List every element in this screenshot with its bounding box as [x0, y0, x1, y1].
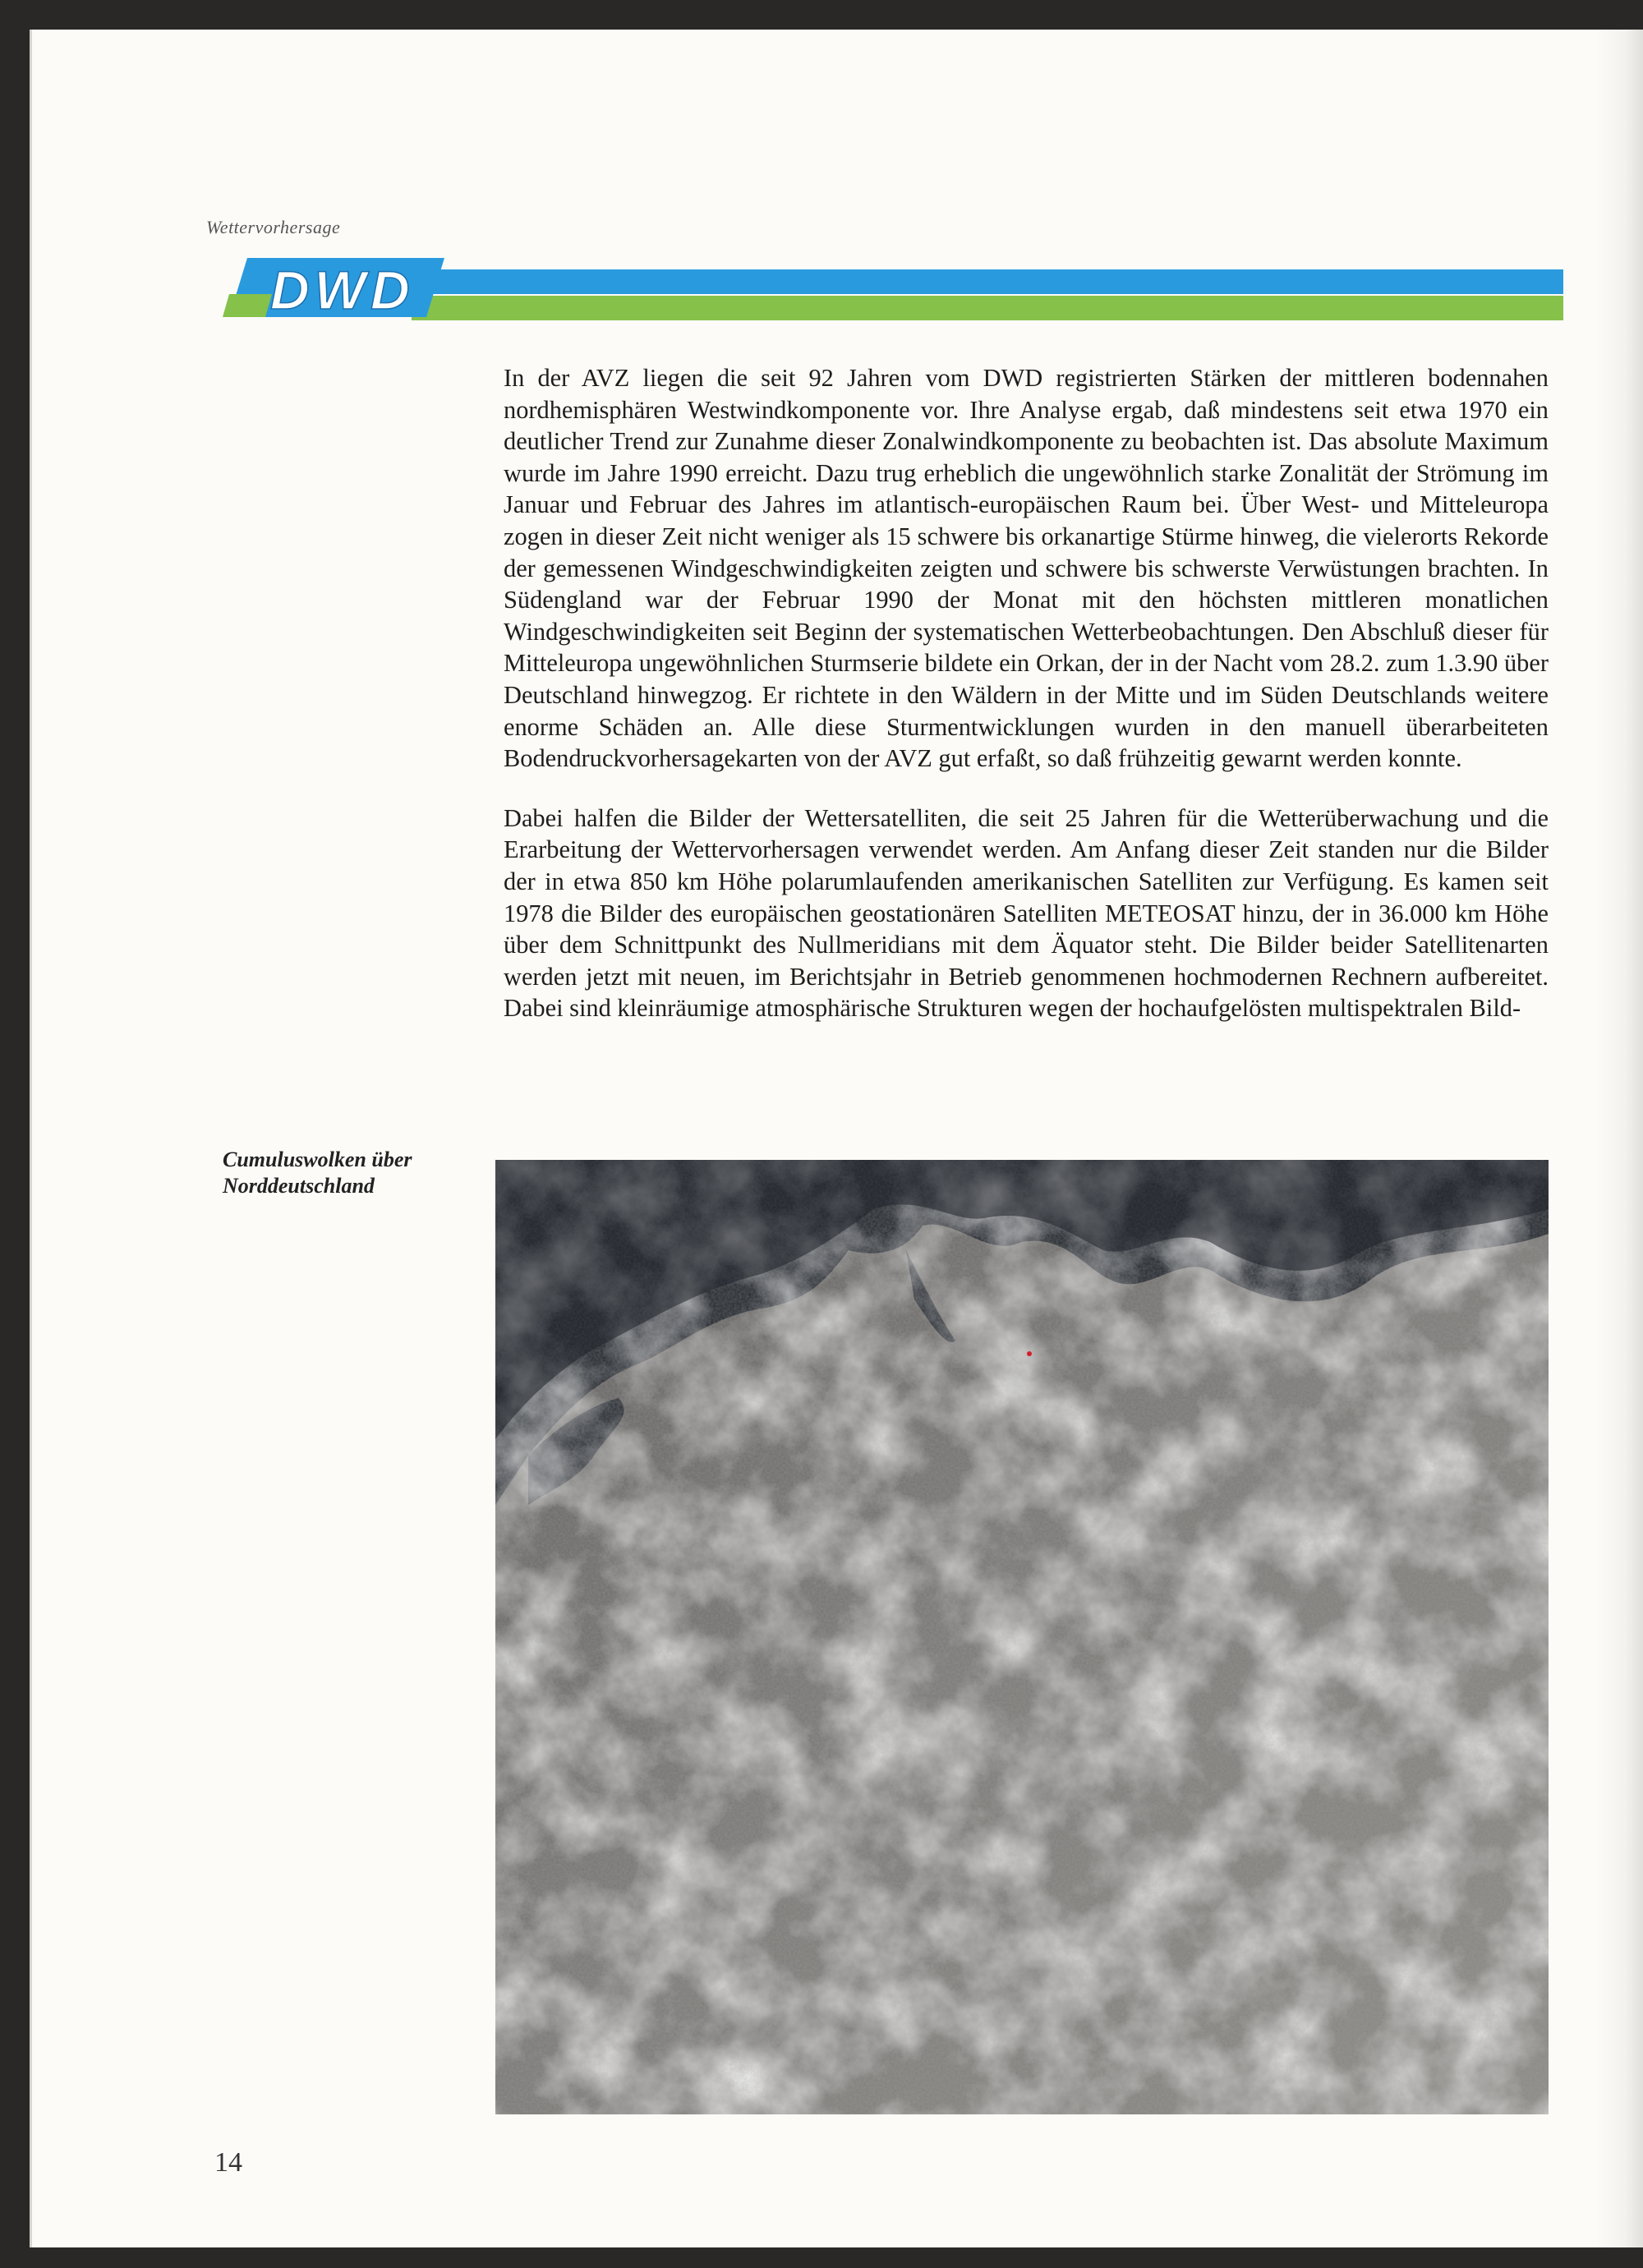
paragraph-1: In der AVZ liegen die seit 92 Jahren vom DWD registrierten Stärken der mittleren bodennahen nordhemisphären Westwindkomponente vor. Ihre Analyse ergab, daß mindestens seit etwa 1970 ein deutlicher Trend zur Zunahme dieser Zonalwindkomponente zu beobachten ist. Das absolute Maximum wurde im Jahre 1990 erreicht. Dazu trug erheblich die ungewöhnlich starke Zonalität der Strömung im Januar und Februar des Jahres im atlantisch-europäischen Raum bei. Über West- und Mitteleuropa zogen in dieser Zeit nicht weniger als 15 schwere bis orkanartige Stürme hinweg, die vielerorts Rekorde der gemessenen Windgeschwindigkeiten zeigten und schwere bis schwerste Verwüstungen brachten. In Südengland war der Februar 1990 der Monat mit den höchsten mittleren monatlichen Windgeschwindigkeiten seit Beginn der systematischen Wetterbeobachtungen. Den Abschluß dieser für Mitteleuropa ungewöhnlichen Sturmserie bildete ein Orkan, der in der Nacht vom 28.2. zum 1.3.90 über Deutschland hinwegzog. Er richtete in den Wäldern in der Mitte und im Süden Deutschlands weitere enorme Schäden an. Alle diese Sturmentwicklungen wurden in den manuell überarbeiteten Bodendruckvorhersagekarten von der AVZ gut erfaßt, so daß frühzeitig gewarnt werden konnte.	[504, 364, 1549, 773]
page-gutter-shadow	[1596, 30, 1643, 2247]
body-text	[504, 362, 1549, 1052]
dwd-logo	[223, 253, 444, 322]
paragraph-2: Dabei halfen die Bilder der Wettersatelliten, die seit 25 Jahren für die Wetterüberwachung und die Erarbeitung der Wettervorhersagen verwendet werden. Am Anfang dieser Zeit standen nur die Bilder der in etwa 850 km Höhe polarumlaufenden amerikanischen Satelliten zur Verfügung. Es kamen seit 1978 die Bilder des europäischen geostationären Satelliten METEOSAT hinzu, der in 36.000 km Höhe über dem Schnittpunkt des Nullmeridians mit dem Äquator steht. Die Bilder beider Satellitenarten werden jetzt mit neuen, im Berichtsjahr in Betrieb genommenen hochmodernen Rechnern aufbereitet. Dabei sind kleinräumige atmosphärische Strukturen wegen der hochaufgelösten multispektralen Bild-	[504, 803, 1549, 1023]
green-stripe	[412, 296, 1563, 320]
satellite-image	[495, 1160, 1549, 2114]
page-number: 14	[214, 2147, 242, 2178]
dwd-header-band	[223, 253, 1563, 322]
running-title: Wettervorhersage	[206, 217, 341, 237]
blue-stripe	[428, 269, 1563, 294]
figure-caption: Cumuluswolken über Norddeutschland	[223, 1148, 412, 1198]
document-page	[30, 30, 1643, 2247]
dwd-logo-text: DWD	[270, 260, 415, 320]
